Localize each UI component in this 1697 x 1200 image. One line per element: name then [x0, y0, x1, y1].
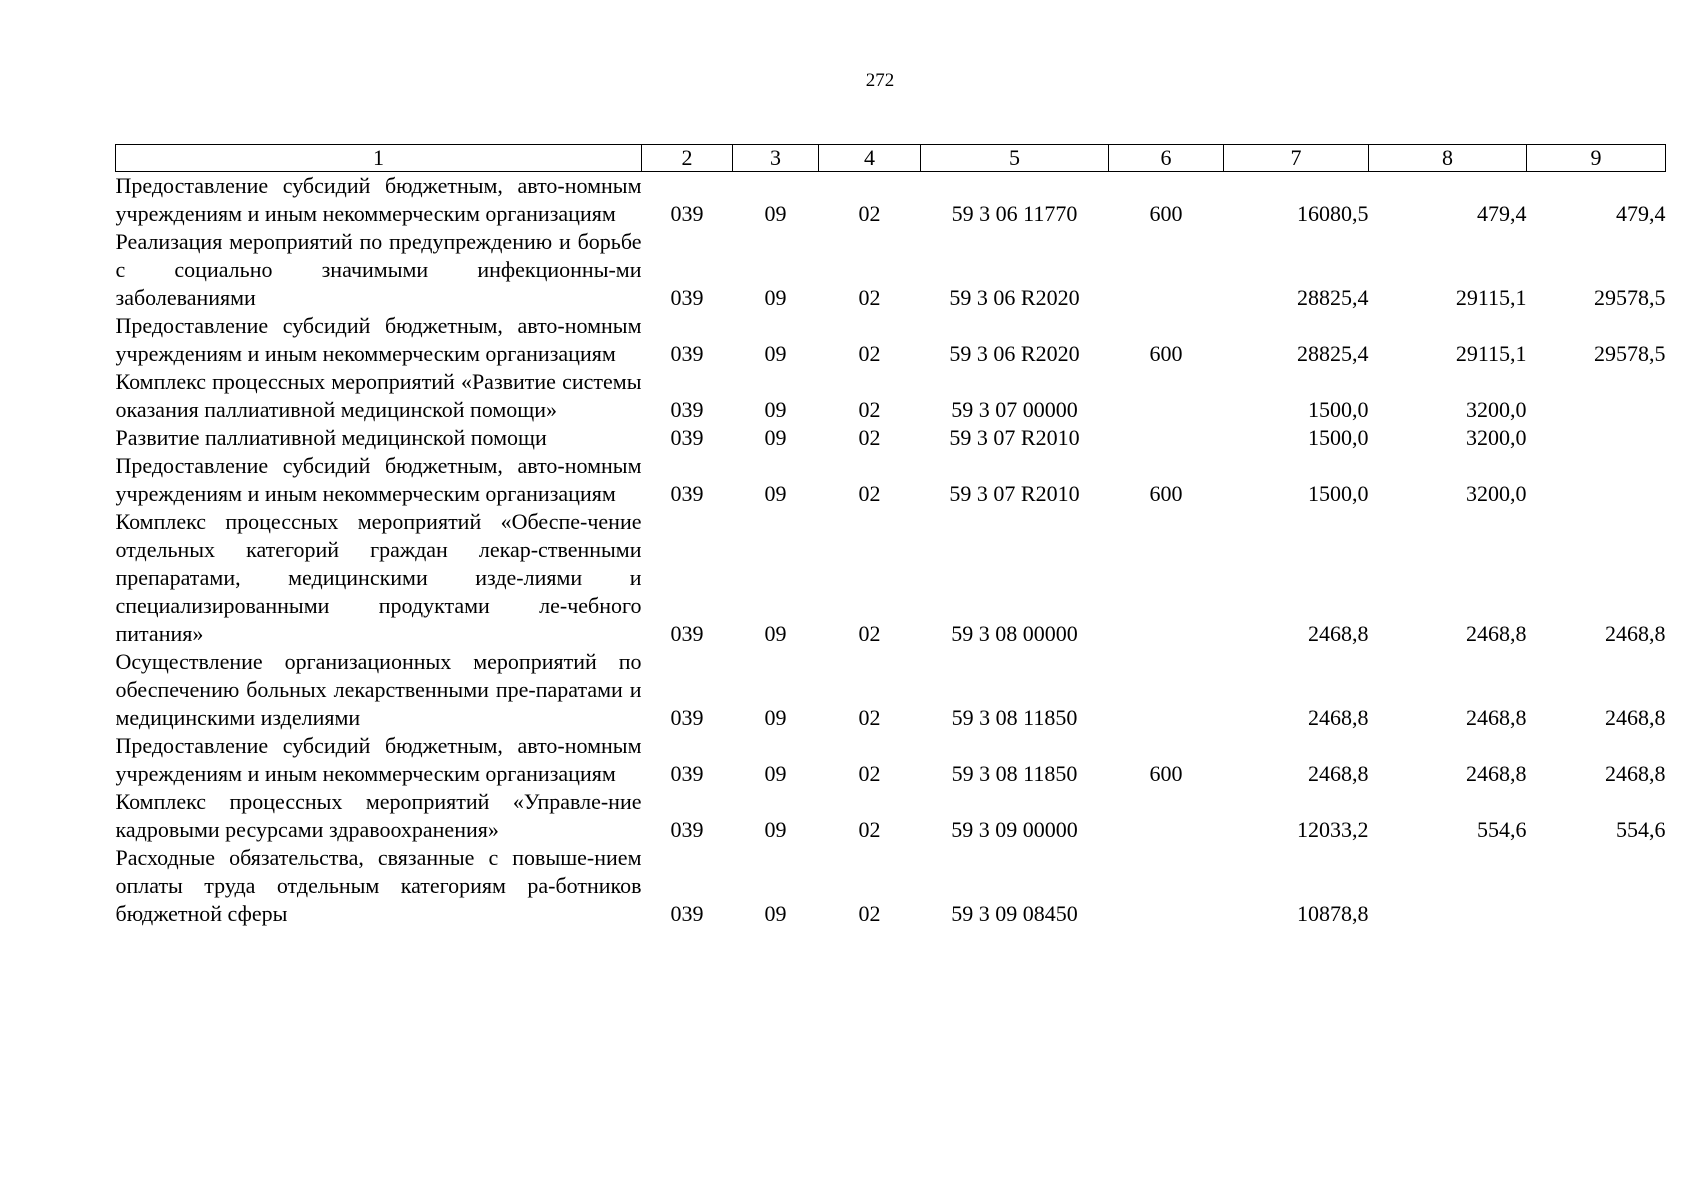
cell-col-8: 3200,0: [1466, 481, 1527, 506]
row-name: Развитие паллиативной медицинской помощи: [115, 425, 547, 450]
cell-col-4: 02: [858, 705, 881, 730]
cell-col-6: 600: [1149, 761, 1183, 786]
cell-col-4: 02: [858, 425, 881, 450]
column-header: 3: [733, 145, 819, 172]
cell-col-8: 3200,0: [1466, 425, 1527, 450]
row-name: Предоставление субсидий бюджетным, авто-номным учреждениям и иным некоммерческим организациям: [115, 453, 642, 506]
row-name: Осуществление организационных мероприятий по обеспечению больных лекарственными пре-паратами и медицинскими изделиями: [115, 649, 642, 730]
cell-col-2: 039: [670, 901, 704, 926]
cell-col-4: 02: [858, 397, 881, 422]
cell-col-3: 09: [764, 705, 787, 730]
cell-col-6: [1109, 228, 1224, 312]
cell-col-6: [1109, 844, 1224, 928]
cell-col-2: 039: [670, 621, 704, 646]
cell-col-7: 2468,8: [1308, 705, 1369, 730]
column-header: 9: [1527, 145, 1666, 172]
cell-col-2: 039: [670, 817, 704, 842]
row-name: Реализация мероприятий по предупреждению и борьбе с социально значимыми инфекционны-ми заболеваниями: [115, 229, 642, 310]
cell-col-9: [1527, 368, 1666, 424]
cell-col-8: [1369, 844, 1527, 928]
cell-col-8: 479,4: [1477, 201, 1527, 226]
cell-col-3: 09: [764, 761, 787, 786]
cell-col-5: 59 3 07 R2010: [949, 425, 1080, 450]
cell-col-2: 039: [670, 341, 704, 366]
table-row: [116, 228, 1666, 312]
table-row: [116, 844, 1666, 928]
cell-col-5: 59 3 09 00000: [951, 817, 1078, 842]
cell-col-9: 2468,8: [1605, 705, 1666, 730]
cell-col-6: [1109, 508, 1224, 648]
cell-col-9: 479,4: [1616, 201, 1666, 226]
cell-col-2: 039: [670, 425, 704, 450]
page-number: 272: [865, 70, 895, 91]
cell-col-5: 59 3 06 R2020: [949, 341, 1080, 366]
cell-col-4: 02: [858, 481, 881, 506]
header-row: [116, 145, 1666, 172]
table-row: [116, 368, 1666, 424]
cell-col-7: 16080,5: [1297, 201, 1369, 226]
table-row: [116, 172, 1666, 229]
cell-col-6: [1109, 424, 1224, 452]
cell-col-2: 039: [670, 481, 704, 506]
cell-col-7: 28825,4: [1297, 285, 1369, 310]
budget-table: [115, 144, 1666, 928]
column-header: 6: [1109, 145, 1224, 172]
row-name: Предоставление субсидий бюджетным, авто-номным учреждениям и иным некоммерческим организациям: [115, 173, 642, 226]
cell-col-4: 02: [858, 761, 881, 786]
cell-col-4: 02: [858, 285, 881, 310]
cell-col-6: 600: [1149, 481, 1183, 506]
cell-col-6: 600: [1149, 201, 1183, 226]
cell-col-7: 12033,2: [1297, 817, 1369, 842]
cell-col-6: [1109, 648, 1224, 732]
column-header: 2: [642, 145, 733, 172]
cell-col-5: 59 3 06 R2020: [949, 285, 1080, 310]
cell-col-5: 59 3 07 R2010: [949, 481, 1080, 506]
row-name: Комплекс процессных мероприятий «Развитие системы оказания паллиативной медицинской помощи»: [115, 369, 642, 422]
cell-col-8: 29115,1: [1455, 285, 1527, 310]
cell-col-3: 09: [764, 397, 787, 422]
cell-col-2: 039: [670, 201, 704, 226]
cell-col-8: 2468,8: [1466, 705, 1527, 730]
cell-col-9: [1527, 452, 1666, 508]
cell-col-3: 09: [764, 201, 787, 226]
cell-col-5: 59 3 06 11770: [951, 201, 1078, 226]
cell-col-4: 02: [858, 817, 881, 842]
cell-col-5: 59 3 09 08450: [951, 901, 1078, 926]
cell-col-4: 02: [858, 201, 881, 226]
cell-col-9: [1527, 844, 1666, 928]
row-name: Предоставление субсидий бюджетным, авто-номным учреждениям и иным некоммерческим организациям: [115, 733, 642, 786]
row-name: Комплекс процессных мероприятий «Управле-ние кадровыми ресурсами здравоохранения»: [115, 789, 642, 842]
cell-col-9: 29578,5: [1594, 341, 1666, 366]
cell-col-3: 09: [764, 481, 787, 506]
column-header: 7: [1224, 145, 1369, 172]
cell-col-8: 29115,1: [1455, 341, 1527, 366]
cell-col-3: 09: [764, 901, 787, 926]
cell-col-8: 554,6: [1477, 817, 1527, 842]
cell-col-7: 1500,0: [1308, 425, 1369, 450]
cell-col-7: 1500,0: [1308, 481, 1369, 506]
row-name: Комплекс процессных мероприятий «Обеспе-чение отдельных категорий граждан лекар-ственными препаратами, медицинскими изде-лиями и специализированными продуктами ле-чебного питания»: [115, 509, 642, 646]
row-name: Расходные обязательства, связанные с повыше-нием оплаты труда отдельным категориям ра-ботников бюджетной сферы: [115, 845, 642, 926]
table-row: [116, 424, 1666, 452]
row-name: Предоставление субсидий бюджетным, авто-номным учреждениям и иным некоммерческим организациям: [115, 313, 642, 366]
column-header: 5: [921, 145, 1109, 172]
table-row: [116, 312, 1666, 368]
cell-col-8: 2468,8: [1466, 761, 1527, 786]
cell-col-3: 09: [764, 425, 787, 450]
column-header: 1: [116, 145, 642, 172]
table-row: [116, 508, 1666, 648]
cell-col-8: 3200,0: [1466, 397, 1527, 422]
cell-col-5: 59 3 07 00000: [951, 397, 1078, 422]
cell-col-4: 02: [858, 901, 881, 926]
cell-col-3: 09: [764, 285, 787, 310]
cell-col-2: 039: [670, 285, 704, 310]
cell-col-6: [1109, 788, 1224, 844]
cell-col-6: 600: [1149, 341, 1183, 366]
cell-col-3: 09: [764, 621, 787, 646]
cell-col-7: 10878,8: [1297, 901, 1369, 926]
cell-col-3: 09: [764, 341, 787, 366]
cell-col-9: [1527, 424, 1666, 452]
cell-col-5: 59 3 08 11850: [951, 761, 1078, 786]
table-body: [116, 172, 1666, 929]
cell-col-7: 28825,4: [1297, 341, 1369, 366]
cell-col-9: 2468,8: [1605, 761, 1666, 786]
cell-col-7: 2468,8: [1308, 621, 1369, 646]
table-row: [116, 732, 1666, 788]
column-header: 4: [819, 145, 921, 172]
cell-col-6: [1109, 368, 1224, 424]
cell-col-4: 02: [858, 341, 881, 366]
cell-col-7: 2468,8: [1308, 761, 1369, 786]
table-row: [116, 788, 1666, 844]
cell-col-5: 59 3 08 00000: [951, 621, 1078, 646]
cell-col-4: 02: [858, 621, 881, 646]
table-row: [116, 452, 1666, 508]
cell-col-2: 039: [670, 397, 704, 422]
cell-col-8: 2468,8: [1466, 621, 1527, 646]
cell-col-5: 59 3 08 11850: [951, 705, 1078, 730]
cell-col-7: 1500,0: [1308, 397, 1369, 422]
cell-col-9: 29578,5: [1594, 285, 1666, 310]
column-header: 8: [1369, 145, 1527, 172]
cell-col-9: 554,6: [1616, 817, 1666, 842]
cell-col-9: 2468,8: [1605, 621, 1666, 646]
table-row: [116, 648, 1666, 732]
cell-col-3: 09: [764, 817, 787, 842]
cell-col-2: 039: [670, 761, 704, 786]
cell-col-2: 039: [670, 705, 704, 730]
